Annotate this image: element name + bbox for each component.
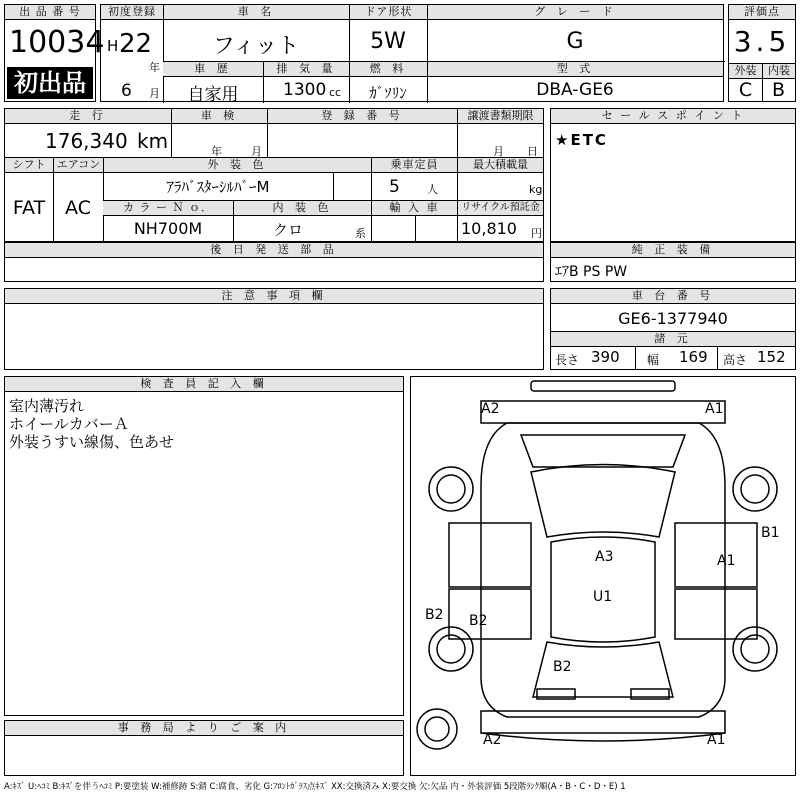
inspector-box (4, 376, 404, 716)
width-label: 幅 (647, 353, 660, 367)
mileage-table (4, 108, 544, 242)
color-no-label: カ ラ ー Ｎ ｏ． (103, 201, 233, 216)
first-reg-era: H (107, 37, 119, 55)
aircon-value: AC (65, 197, 91, 219)
mark-left-rear-door: B2 (469, 613, 488, 629)
chassis-number: GE6-1377940 (618, 309, 728, 328)
registration-label: 登 録 番 号 (267, 109, 457, 124)
first-reg-year: 22 (119, 29, 153, 59)
inspector-line: 室内薄汚れ (9, 397, 85, 415)
notes-box (4, 288, 544, 370)
car-name-value: フィット (212, 34, 300, 59)
mark-right-door: A1 (717, 553, 736, 569)
mark-rear-hatch: B2 (553, 659, 572, 675)
capacity-label: 乗車定員 (371, 158, 457, 173)
mark-left-rear-fender: B2 (425, 607, 444, 623)
model-code-value: DBA-GE6 (536, 80, 614, 100)
lot-number-label: 出 品 番 号 (5, 5, 95, 20)
model-code-label: 型 式 (427, 62, 723, 77)
inspection-label: 車 検 (171, 109, 267, 124)
interior-score: B (771, 79, 786, 101)
max-load-label: 最大積載量 (457, 158, 543, 173)
shift-value: FAT (12, 197, 46, 219)
inspection-month-unit: 月 (251, 145, 262, 158)
sales-point-label: セ ー ル ス ポ イ ン ト (551, 109, 795, 124)
displacement-label: 排 気 量 (263, 62, 349, 77)
chassis-label: 車 台 番 号 (551, 289, 795, 304)
equipment-value: ｴｱB PS PW (555, 264, 628, 280)
mark-front-right: A1 (705, 401, 724, 417)
height-value: 152 (757, 348, 786, 366)
max-load-unit: kg (529, 183, 543, 196)
mark-rear-left: A2 (483, 732, 502, 748)
length-value: 390 (591, 348, 620, 366)
sales-point-value: ★ETC (555, 131, 608, 149)
equipment-box (550, 242, 796, 282)
notes-label: 注 意 事 項 欄 (5, 289, 543, 304)
grade-label: グ レ ー ド (427, 5, 723, 20)
exterior-score: C (738, 79, 753, 101)
transfer-day-unit: 日 (527, 145, 538, 158)
car-name-label: 車 名 (163, 5, 349, 20)
later-parts-box (4, 242, 544, 282)
lot-number: 10034 (9, 25, 105, 60)
equipment-label: 純 正 装 備 (551, 243, 795, 258)
exterior-color-label: 外 装 色 (103, 158, 371, 173)
mark-front-left: A2 (481, 401, 500, 417)
history-label: 車 歴 (163, 62, 263, 77)
score-value: 3.5 (733, 25, 791, 58)
car-outline-svg (411, 377, 795, 775)
displacement-value: 1300 (283, 80, 327, 100)
grade-value: G (566, 29, 584, 54)
interior-score-label: 内装 (762, 64, 795, 79)
mileage-unit: km (137, 129, 169, 153)
recycle-label: リサイクル預託金 (457, 201, 543, 216)
fuel-value: ｶﾞｿﾘﾝ (369, 84, 407, 102)
first-reg-label: 初度登録 (101, 5, 163, 20)
mileage-value: 176,340 (45, 129, 128, 153)
first-reg-month-unit: 月 (149, 87, 160, 100)
capacity-value: 5 (389, 177, 400, 197)
inspector-label: 検 査 員 記 入 欄 (5, 377, 403, 392)
exterior-color-value: ｱﾗﾊﾞｽﾀｰｼﾙﾊﾞｰM (166, 178, 270, 196)
sales-point-box (550, 108, 796, 242)
dims-label: 諸 元 (551, 332, 795, 347)
door-value: 5W (370, 29, 406, 54)
mileage-label: 走 行 (5, 109, 171, 124)
interior-color-label: 内 装 色 (233, 201, 371, 216)
recycle-value: 10,810 (461, 219, 517, 238)
interior-color-value: クロ (272, 221, 303, 239)
chassis-box (550, 288, 796, 370)
inspector-line: 外装うすい線傷、色あせ (9, 433, 175, 451)
recycle-unit: 円 (531, 227, 542, 240)
fuel-label: 燃 料 (349, 62, 427, 77)
color-no-value: NH700M (133, 219, 203, 238)
height-label: 高さ (723, 353, 748, 367)
mark-rear-right: A1 (707, 732, 726, 748)
mark-cabin: U1 (593, 589, 613, 605)
first-reg-year-unit: 年 (149, 61, 160, 74)
car-diagram (410, 376, 796, 776)
width-value: 169 (679, 348, 708, 366)
later-parts-label: 後 日 発 送 部 品 (5, 243, 543, 258)
score-box (728, 4, 796, 102)
office-label: 事 務 局 よ り ご 案 内 (5, 721, 403, 736)
score-label: 評価点 (729, 5, 795, 20)
lot-number-box (4, 4, 105, 102)
interior-color-unit: 系 (355, 227, 366, 240)
first-reg-month: 6 (121, 81, 132, 101)
history-value: 自家用 (187, 85, 239, 105)
transfer-month-unit: 月 (493, 145, 504, 158)
transfer-label: 譲渡書類期限 (457, 109, 543, 124)
mark-right-front-fender: B1 (761, 525, 780, 541)
office-box (4, 720, 404, 776)
displacement-unit: cc (329, 86, 342, 99)
exterior-score-label: 外装 (729, 64, 762, 79)
shift-label: シフト (5, 158, 53, 173)
door-label: ドア形状 (349, 5, 427, 20)
first-listing-badge: 初出品 (7, 67, 93, 99)
length-label: 長さ (555, 353, 580, 367)
mark-roof: A3 (595, 549, 614, 565)
inspection-year-unit: 年 (211, 145, 222, 158)
capacity-unit: 人 (427, 183, 438, 196)
legend-text: A:ｷｽﾞ U:ﾍｺﾐ B:ｷｽﾞを伴うﾍｺﾐ P:要塗装 W:補修跡 S:錆 C:腐食、劣化 G:ﾌﾛﾝﾄｶﾞﾗｽ点ｷｽﾞ XX:交換済み X:要交換 欠:欠品 内・外装評価 5段階ﾗﾝｸ順(A・B・C・D・E) 1 (4, 782, 626, 792)
vehicle-summary-table (100, 4, 724, 105)
inspector-line: ホイールカバーＡ (9, 415, 129, 433)
aircon-label: エアコン (53, 158, 103, 173)
import-label: 輸 入 車 (371, 201, 457, 216)
